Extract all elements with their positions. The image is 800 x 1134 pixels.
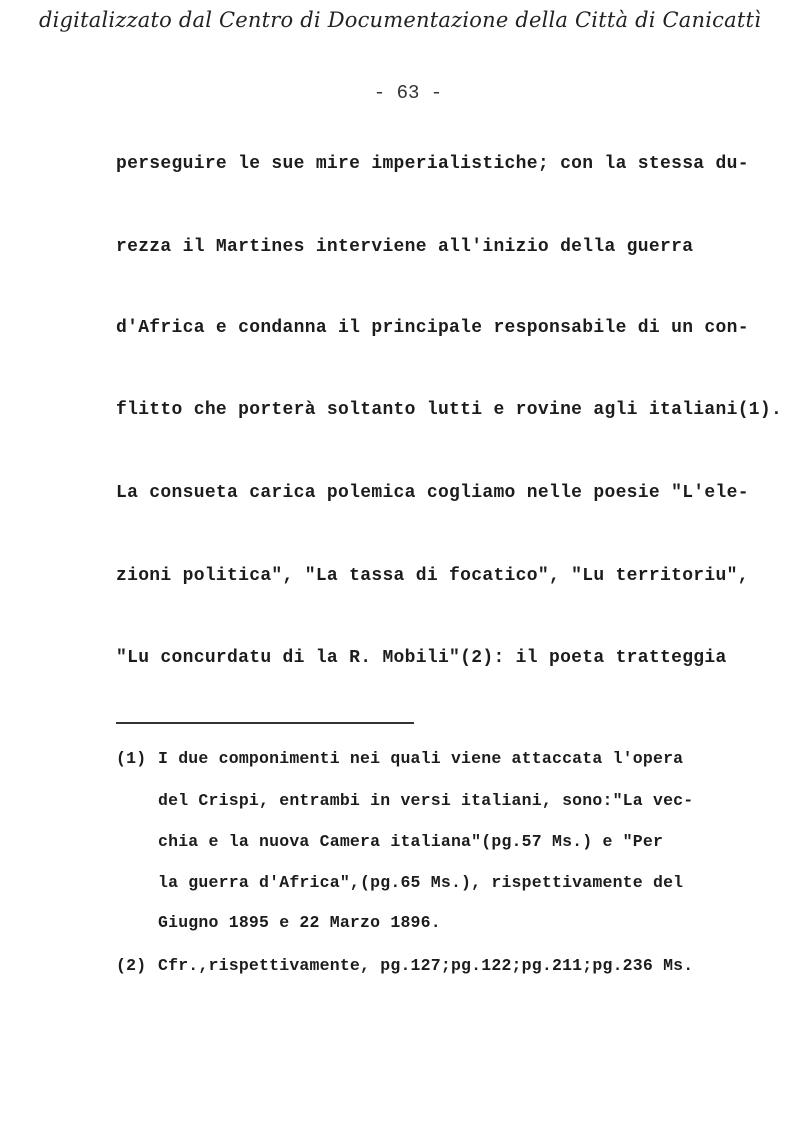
footnote-marker: (2) xyxy=(116,956,147,975)
footnote-line: Giugno 1895 e 22 Marzo 1896. xyxy=(158,913,441,932)
body-line: "Lu concurdatu di la R. Mobili"(2): il poeta tratteggia xyxy=(116,648,727,668)
page-number: - 63 - xyxy=(373,82,443,104)
body-line: d'Africa e condanna il principale responsabile di un con- xyxy=(116,318,749,338)
body-line: rezza il Martines interviene all'inizio della guerra xyxy=(116,237,694,257)
footnote-marker: (1) xyxy=(116,749,147,768)
footnote-line: I due componimenti nei quali viene attaccata l'opera xyxy=(158,749,684,768)
body-line: flitto che porterà soltanto lutti e rovine agli italiani(1). xyxy=(116,400,783,420)
body-line: La consueta carica polemica cogliamo nelle poesie "L'ele- xyxy=(116,483,749,503)
footnote-line: del Crispi, entrambi in versi italiani, sono:"La vec- xyxy=(158,791,694,810)
footnote-line: la guerra d'Africa",(pg.65 Ms.), rispettivamente del xyxy=(158,873,684,892)
footnote-line: Cfr.,rispettivamente, pg.127;pg.122;pg.211;pg.236 Ms. xyxy=(158,956,694,975)
body-line: perseguire le sue mire imperialistiche; con la stessa du- xyxy=(116,154,749,174)
digitization-watermark: digitalizzato dal Centro di Documentazione della Città di Canicattì xyxy=(38,8,762,32)
footnote-line: chia e la nuova Camera italiana"(pg.57 Ms.) e "Per xyxy=(158,832,664,851)
footnote-separator xyxy=(116,722,414,724)
body-line: zioni politica", "La tassa di focatico", "Lu territoriu", xyxy=(116,566,749,586)
